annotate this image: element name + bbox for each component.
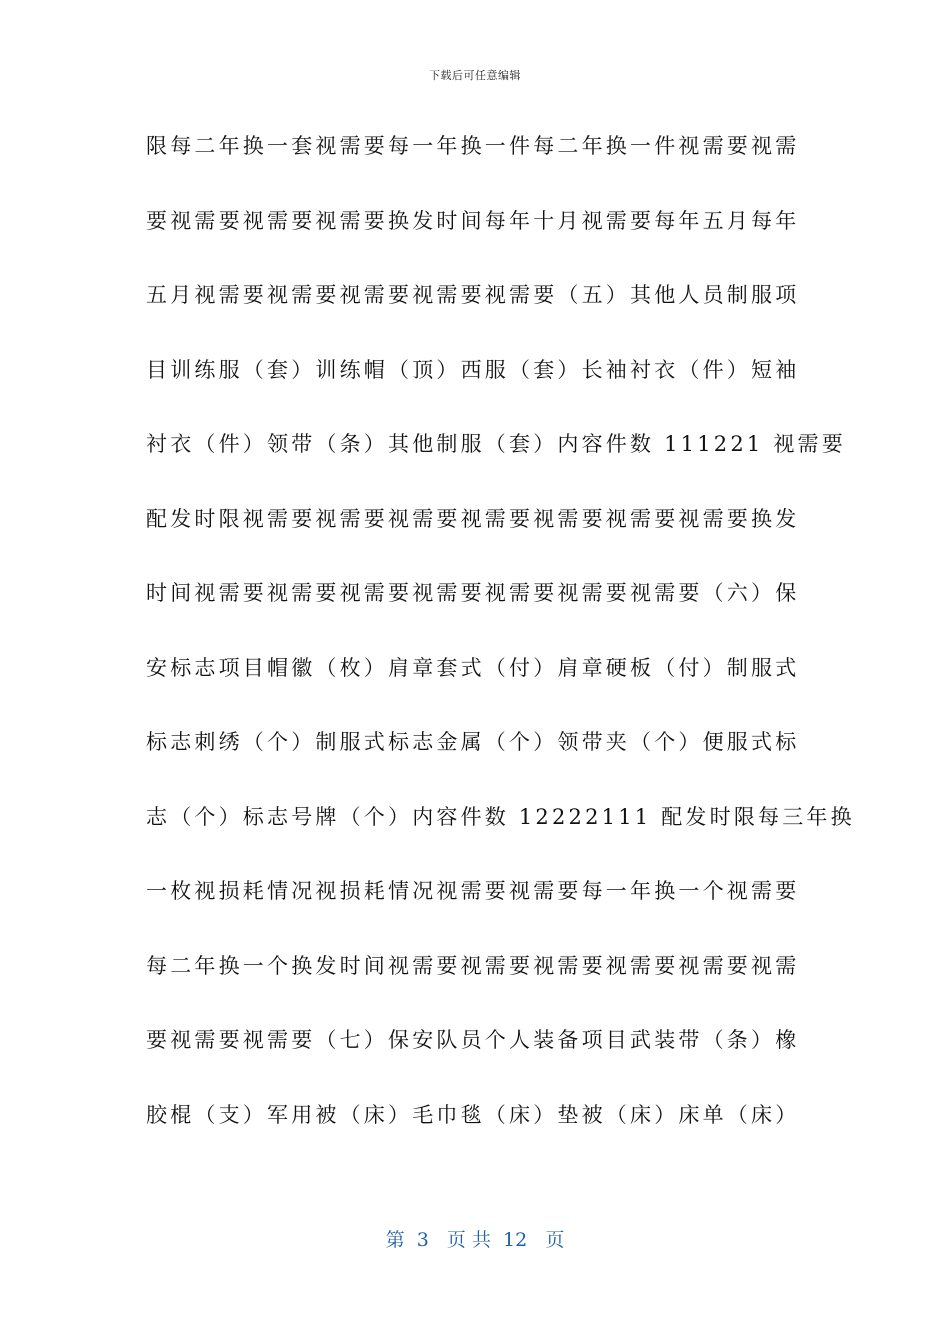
text-line: 胶棍（支）军用被（床）毛巾毯（床）垫被（床）床单（床） — [146, 1102, 800, 1127]
text-line: 五月视需要视需要视需要视需要视需要（五）其他人员制服项 — [146, 283, 800, 307]
body-text — [146, 125, 855, 1168]
text-line: 志（个）标志号牌（个）内容件数 12222111 配发时限每三年换 — [146, 804, 855, 829]
text-line: 时间视需要视需要视需要视需要视需要视需要视需要（六）保 — [146, 581, 800, 605]
text-line: 标志刺绣（个）制服式标志金属（个）领带夹（个）便服式标 — [146, 730, 800, 754]
text-line: 一枚视损耗情况视损耗情况视需要视需要每一年换一个视需要 — [146, 879, 800, 903]
page-footer: 第 3 页 共 12 页 — [385, 1229, 565, 1251]
text-line: 每二年换一个换发时间视需要视需要视需要视需要视需要视需 — [146, 953, 800, 978]
text-line: 衬衣（件）领带（条）其他制服（套）内容件数 111221 视需要 — [146, 432, 846, 456]
text-line: 要视需要视需要（七）保安队员个人装备项目武装带（条）橡 — [146, 1028, 800, 1052]
text-line: 配发时限视需要视需要视需要视需要视需要视需要视需要换发 — [146, 506, 800, 531]
text-line: 限每二年换一套视需要每一年换一件每二年换一件视需要视需 — [146, 134, 800, 158]
text-line: 目训练服（套）训练帽（顶）西服（套）长袖衬衣（件）短袖 — [146, 357, 800, 382]
text-line: 要视需要视需要视需要换发时间每年十月视需要每年五月每年 — [146, 208, 800, 233]
text-line: 安标志项目帽徽（枚）肩章套式（付）肩章硬板（付）制服式 — [146, 655, 800, 680]
page-header: 下载后可任意编辑 — [429, 69, 521, 82]
